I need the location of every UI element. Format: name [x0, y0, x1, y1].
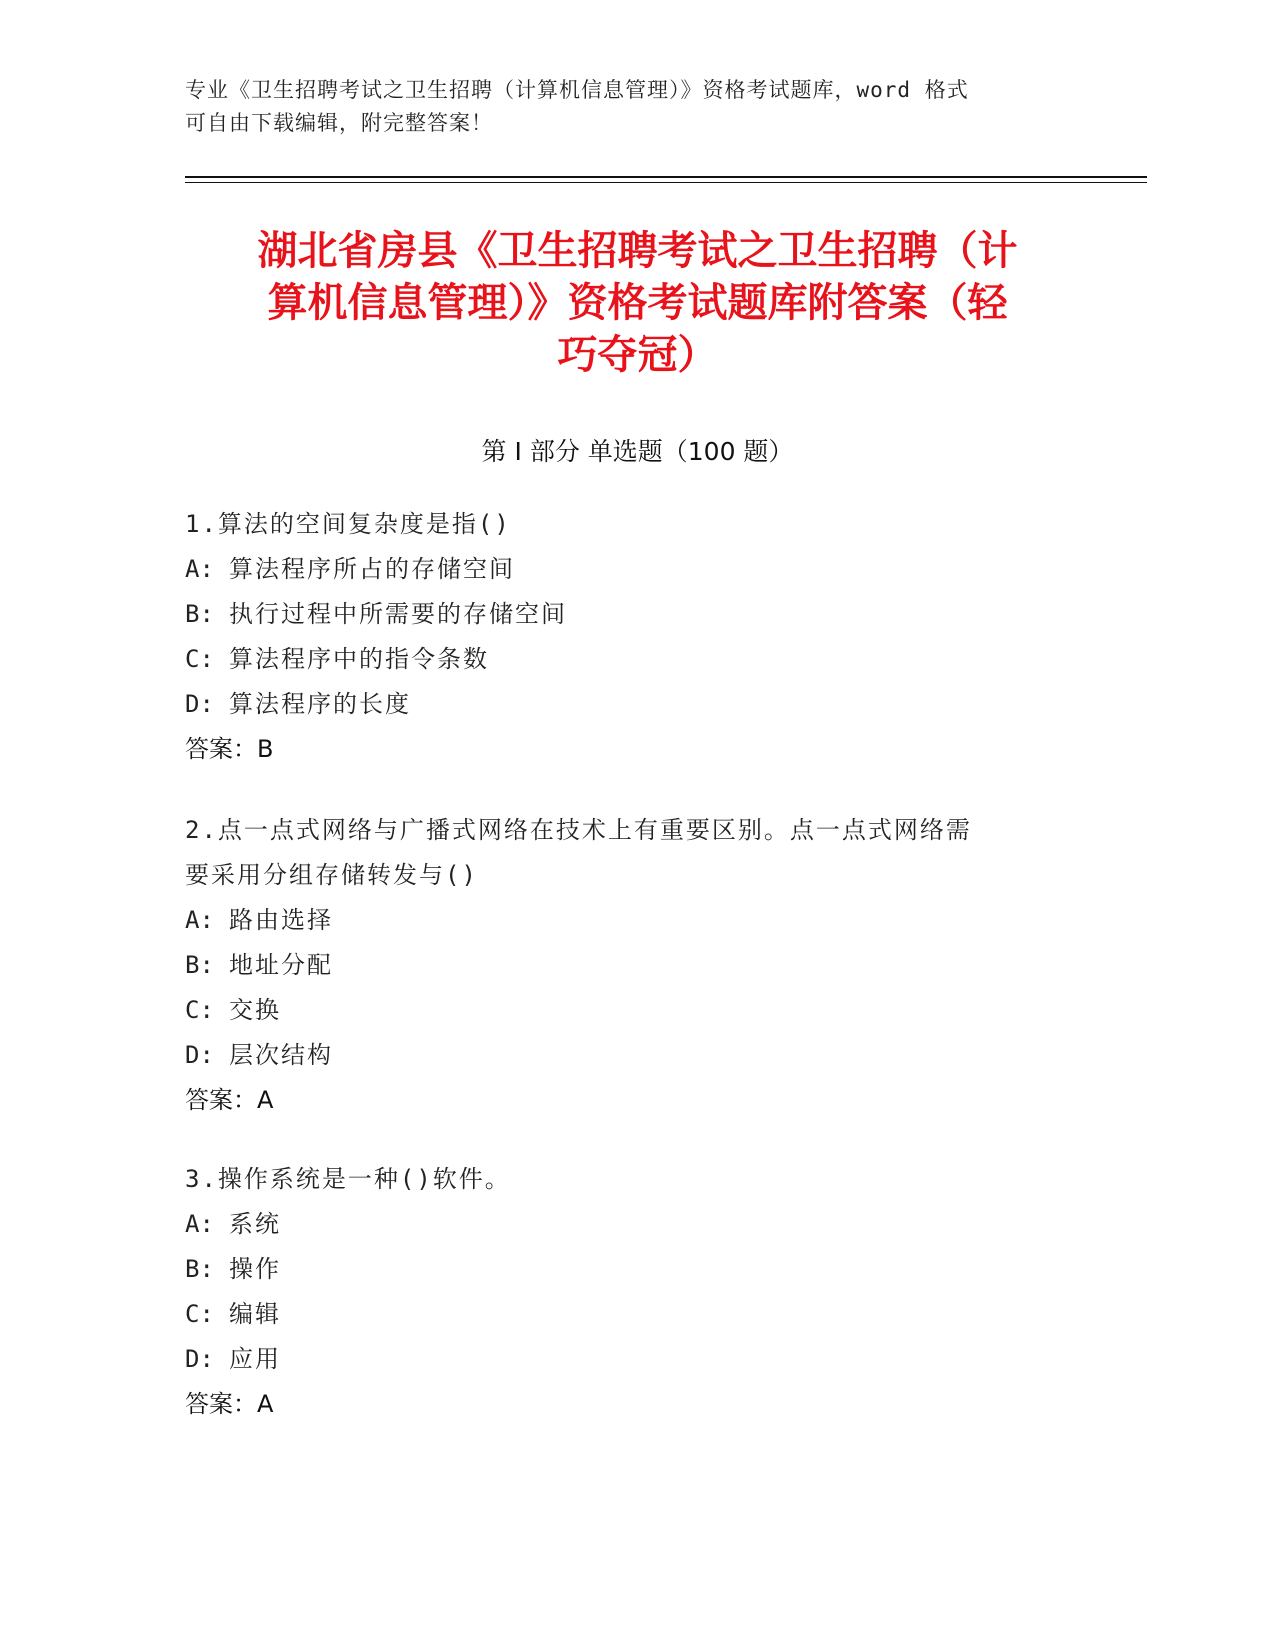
header-divider — [185, 176, 1147, 178]
option-key: B: — [185, 1255, 214, 1283]
header-divider-thin — [185, 182, 1147, 183]
option-key: D: — [185, 690, 214, 718]
question-stem: 1.算法的空间复杂度是指() — [185, 510, 511, 538]
answer-line: 答案：A — [185, 1086, 274, 1114]
question-stem-continued: 要采用分组存储转发与() — [185, 861, 478, 889]
option-text: 应用 — [229, 1345, 281, 1373]
option-d — [185, 682, 1085, 727]
option-key: C: — [185, 1300, 214, 1328]
option-key: A: — [185, 555, 214, 583]
section-heading: 第 I 部分 单选题（100 题） — [481, 437, 794, 466]
option-key: C: — [185, 996, 214, 1024]
option-text: 地址分配 — [229, 951, 333, 979]
option-key: A: — [185, 1210, 214, 1238]
intro-text — [185, 74, 1065, 140]
option-d — [185, 1337, 1085, 1382]
option-a — [185, 1202, 1085, 1247]
question-2 — [185, 808, 1085, 1123]
title-line: 算机信息管理）》资格考试题库附答案（轻 — [267, 280, 1008, 326]
option-b — [185, 592, 1085, 637]
title-line: 湖北省房县《卫生招聘考试之卫生招聘（计 — [257, 228, 1018, 274]
option-text: 执行过程中所需要的存储空间 — [229, 600, 567, 628]
option-text: 系统 — [229, 1210, 281, 1238]
answer-line: 答案：A — [185, 1390, 274, 1418]
document-title — [160, 225, 1115, 381]
option-text: 算法程序所占的存储空间 — [229, 555, 515, 583]
question-1 — [185, 502, 1085, 772]
option-text: 编辑 — [229, 1300, 281, 1328]
option-c — [185, 1292, 1085, 1337]
intro-line: 专业《卫生招聘考试之卫生招聘（计算机信息管理）》资格考试题库，word 格式 — [185, 78, 969, 102]
option-text: 算法程序的长度 — [229, 690, 411, 718]
option-key: D: — [185, 1345, 214, 1373]
option-text: 算法程序中的指令条数 — [229, 645, 489, 673]
option-key: C: — [185, 645, 214, 673]
option-key: A: — [185, 906, 214, 934]
option-a — [185, 547, 1085, 592]
option-b — [185, 1247, 1085, 1292]
option-a — [185, 898, 1085, 943]
option-c — [185, 988, 1085, 1033]
option-text: 交换 — [229, 996, 281, 1024]
option-text: 操作 — [229, 1255, 281, 1283]
answer-line: 答案：B — [185, 735, 274, 763]
intro-line: 可自由下载编辑，附完整答案！ — [185, 111, 493, 135]
option-key: B: — [185, 951, 214, 979]
option-key: D: — [185, 1041, 214, 1069]
question-stem: 2.点一点式网络与广播式网络在技术上有重要区别。点一点式网络需 — [185, 816, 972, 844]
option-b — [185, 943, 1085, 988]
option-key: B: — [185, 600, 214, 628]
question-stem: 3.操作系统是一种()软件。 — [185, 1165, 511, 1193]
option-c — [185, 637, 1085, 682]
option-text: 路由选择 — [229, 906, 333, 934]
option-text: 层次结构 — [229, 1041, 333, 1069]
question-3 — [185, 1157, 1085, 1427]
option-d — [185, 1033, 1085, 1078]
title-line: 巧夺冠） — [557, 332, 718, 378]
